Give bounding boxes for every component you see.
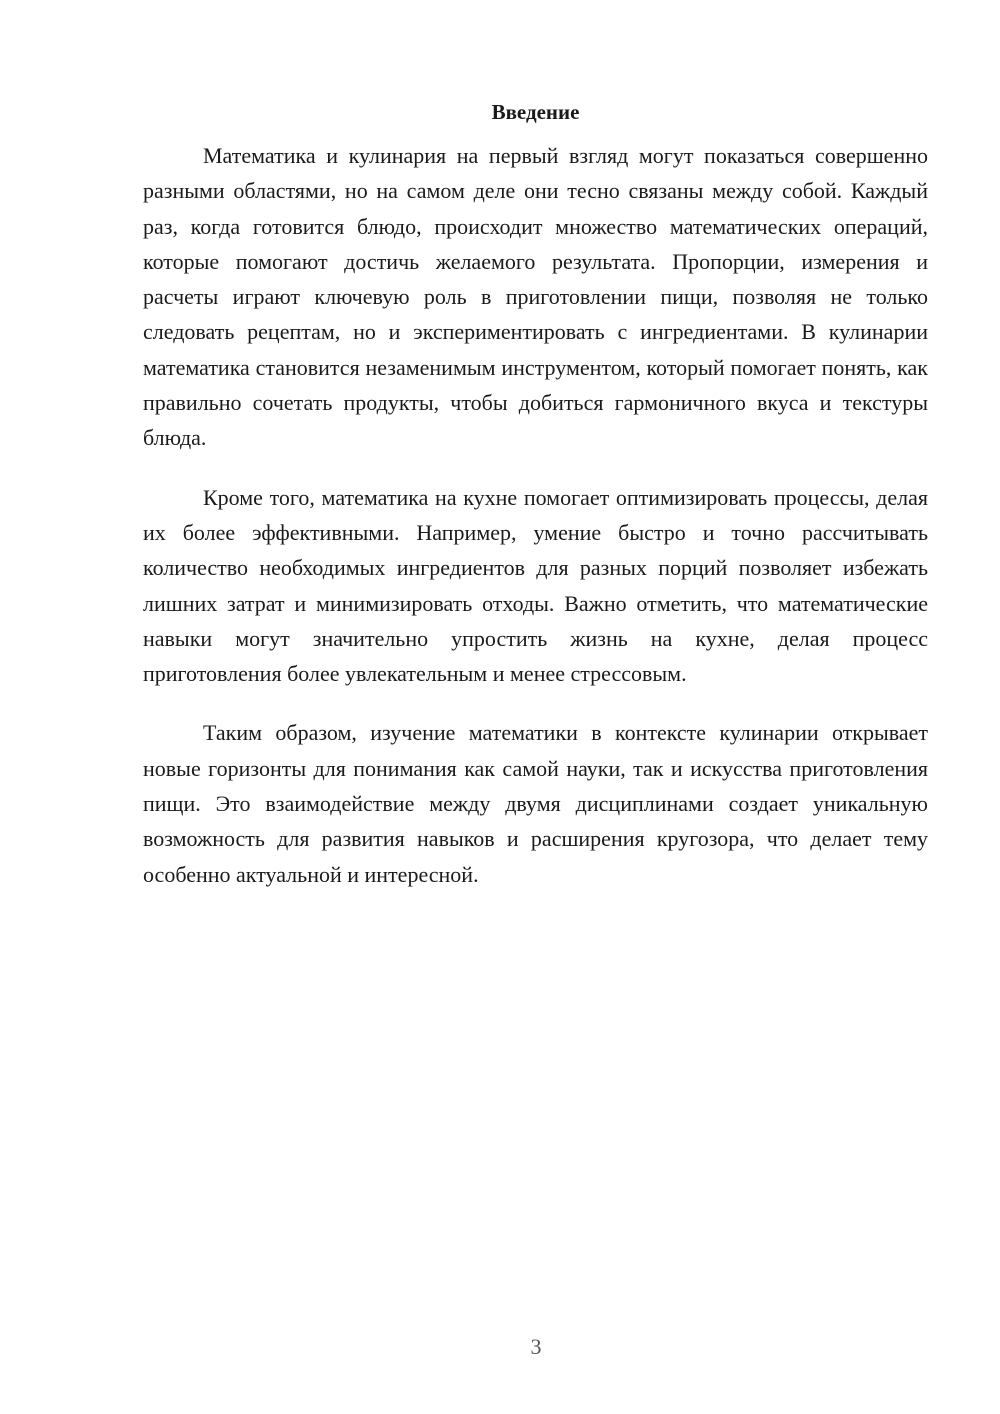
paragraph-2: Кроме того, математика на кухне помогает оптимизировать процессы, делая их более эффективными. Например, умение быстро и точно рассчитывать количество необходимых ингредиентов для разных порций позволяет избежать лишних затрат и минимизировать отходы. Важно отметить, что математические навыки могут значительно упростить жизнь на кухне, делая процесс приготовления более увлекательным и менее стрессовым. xyxy=(143,484,928,687)
paragraph-3: Таким образом, изучение математики в контексте кулинарии открывает новые горизонты для понимания как самой науки, так и искусства приготовления пищи. Это взаимодействие между двумя дисциплинами создает уникальную возможность для развития навыков и расширения кругозора, что делает тему особенно актуальной и интересной. xyxy=(143,720,928,887)
paragraph-1: Математика и кулинария на первый взгляд могут показаться совершенно разными областями, но на самом деле они тесно связаны между собой. Каждый раз, когда готовится блюдо, происходит множество математических операций, которые помогают достичь желаемого результата. Пропорции, измерения и расчеты играют ключевую роль в приготовлении пищи, позволяя не только следовать рецептам, но и экспериментировать с ингредиентами. В кулинарии математика становится незаменимым инструментом, который помогает понять, как правильно сочетать продукты, чтобы добиться гармоничного вкуса и текстуры блюда. xyxy=(143,143,928,451)
section-title: Введение xyxy=(491,100,580,124)
page-number: 3 xyxy=(530,1334,542,1359)
page-content xyxy=(143,96,928,916)
